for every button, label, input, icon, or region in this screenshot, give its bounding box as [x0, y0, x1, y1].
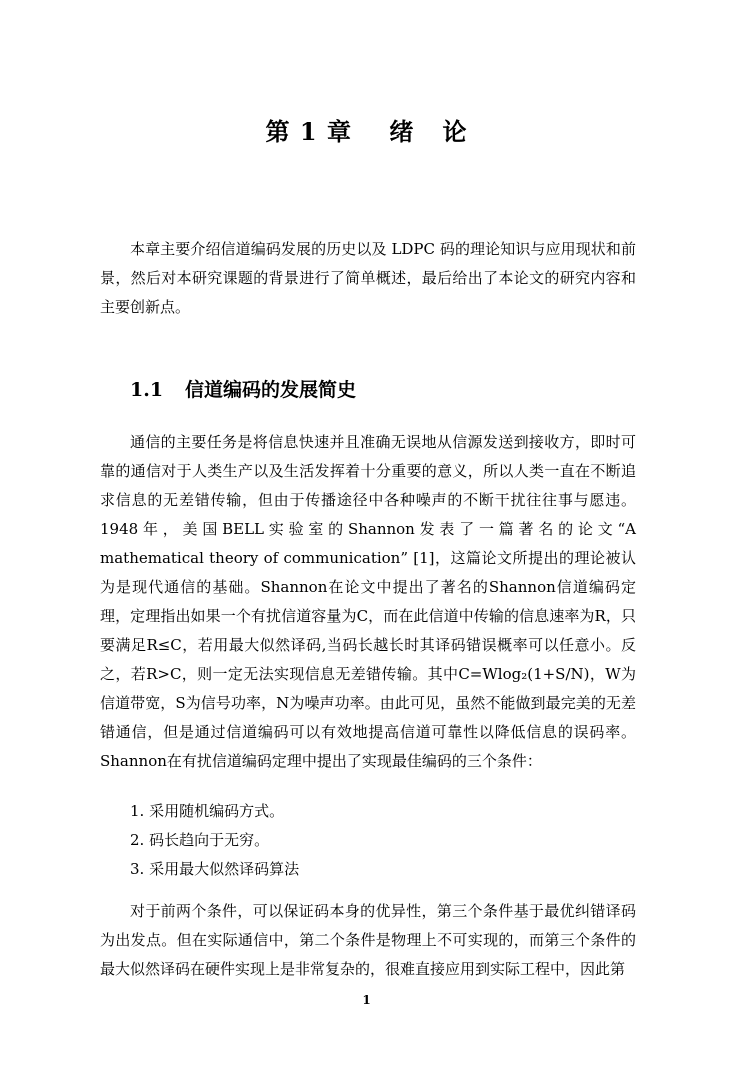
conditions-list [130, 797, 299, 884]
section-title: 信道编码的发展简史 [185, 379, 357, 401]
chapter-title: 第 1 章 绪 论 [265, 117, 468, 146]
intro-paragraph: 本章主要介绍信道编码发展的历史以及 LDPC 码的理论知识与应用现状和前景，然后对本研究课题的背景进行了简单概述，最后给出了本论文的研究内容和主要创新点。 [100, 240, 636, 316]
section-number: 1.1 [130, 379, 164, 401]
list-item: 3. 采用最大似然译码算法 [130, 860, 300, 878]
body-paragraph-2: 对于前两个条件，可以保证码本身的优异性，第三个条件基于最优纠错译码为出发点。但在实际通信中，第二个条件是物理上不可实现的，而第三个条件的最大似然译码在硬件实现上是非常复杂的，很难直接应用到实际工程中，因此第 [100, 902, 636, 978]
list-item: 2. 码长趋向于无穷。 [130, 831, 270, 849]
page-number: 1 [362, 993, 371, 1007]
list-item: 1. 采用随机编码方式。 [130, 802, 285, 820]
section-heading [130, 375, 356, 402]
body-paragraph-1: 通信的主要任务是将信息快速并且准确无误地从信源发送到接收方，即时可靠的通信对于人类生产以及生活发挥着十分重要的意义，所以人类一直在不断追求信息的无差错传输，但由于传播途径中各种噪声的不断干扰往往事与愿违。1948年，美国BELL实验室的Shannon发表了一篇著名的论文“A mathematical theory of communication” [1]，这篇论文所提出的理论被认为是现代通信的基础。Shannon在论文中提出了著名的Shannon信道编码定理，定理指出如果一个有扰信道容量为C，而在此信道中传输的信息速率为R，只要满足R≤C，若用最大似然译码,当码长越长时其译码错误概率可以任意小。反之，若R>C，则一定无法实现信息无差错传输。其中C=Wlog₂(1+S/N)，W为信道带宽，S为信号功率，N为噪声功率。由此可见，虽然不能做到最完美的无差错通信，但是通过信道编码可以有效地提高信道可靠性以降低信息的误码率。Shannon在有扰信道编码定理中提出了实现最佳编码的三个条件： [100, 433, 636, 770]
